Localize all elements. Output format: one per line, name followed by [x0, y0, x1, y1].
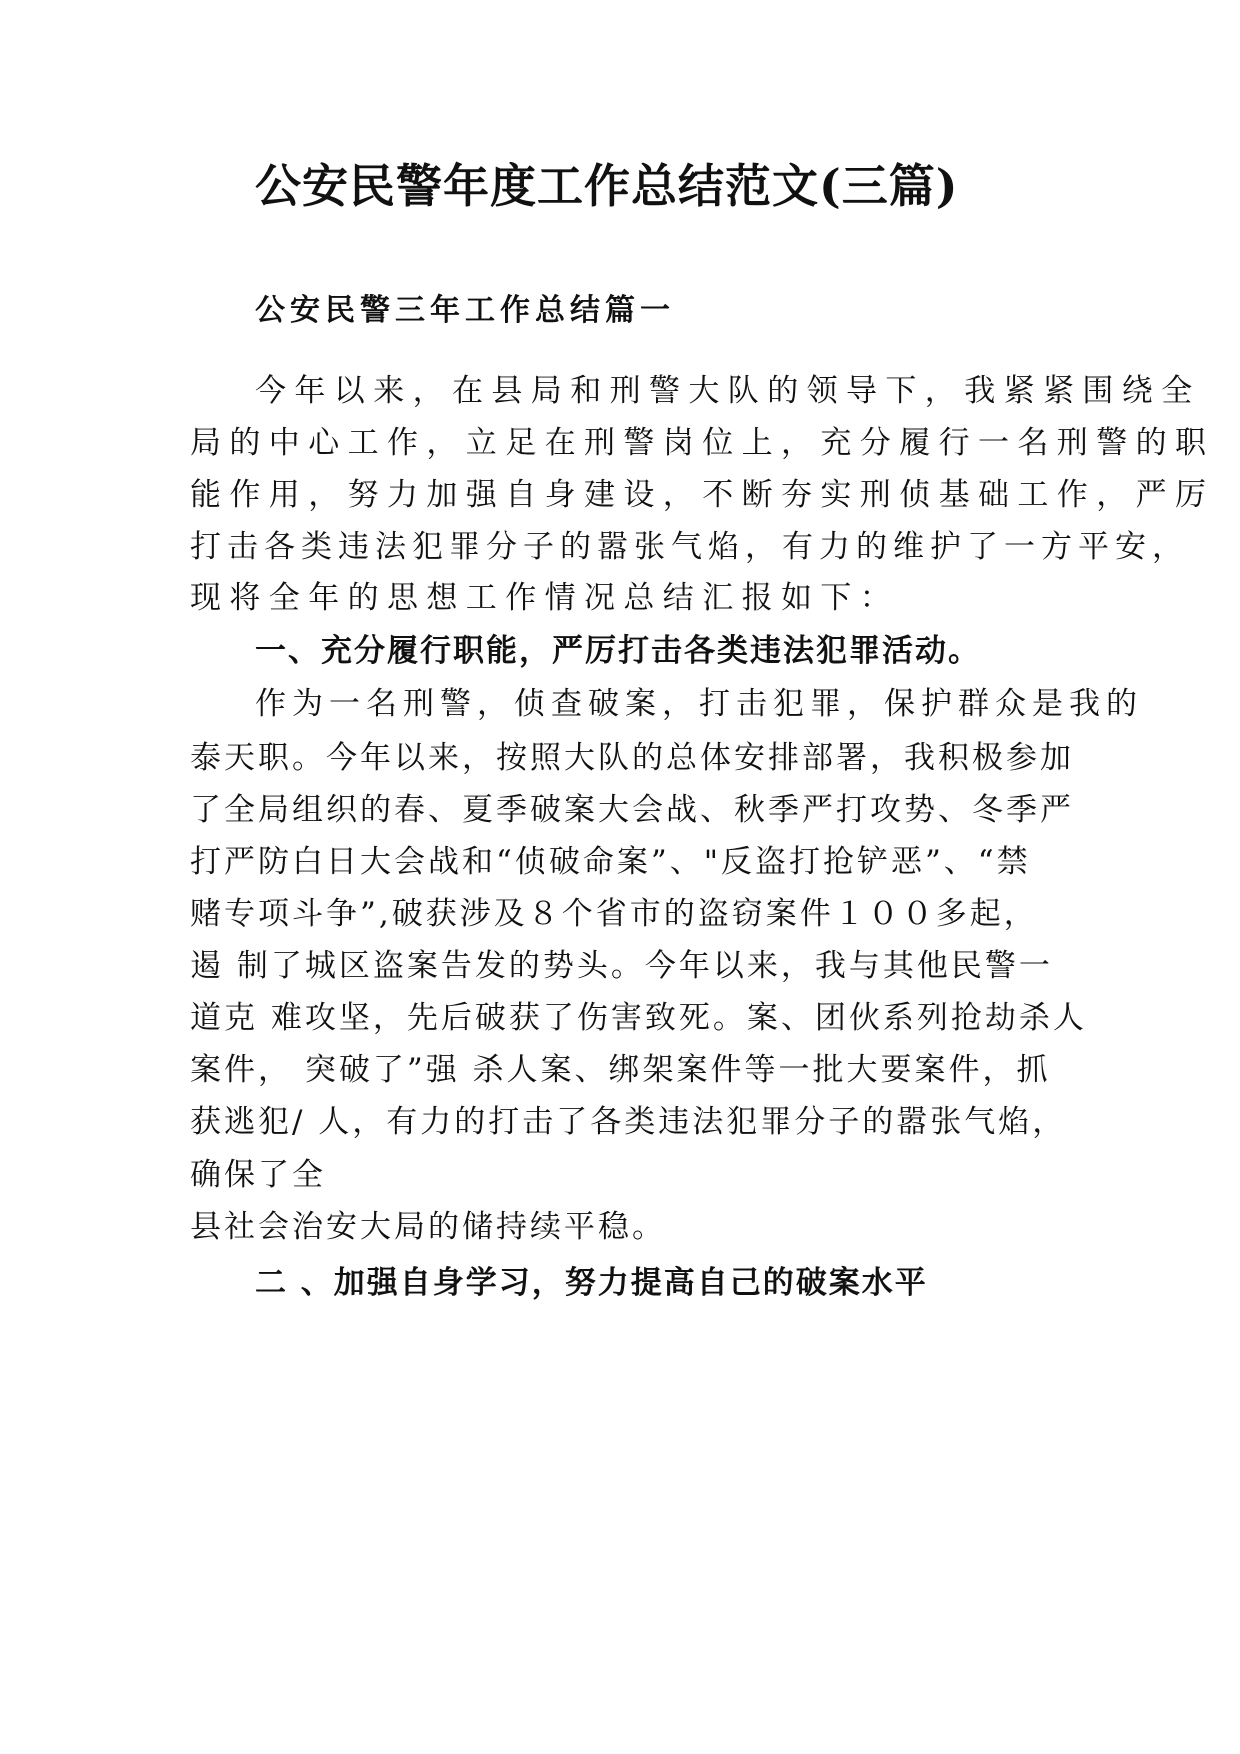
paragraph-line: 赌专项斗争”,破获涉及８个省市的盗窃案件１００多起， — [190, 896, 1038, 932]
paragraph-line: 了全局组织的春、夏季破案大会战、秋季严打攻势、冬季严 — [190, 792, 1074, 828]
section-heading-1: 一、充分履行职能，严厉打击各类违法犯罪活动。 — [255, 633, 981, 669]
paragraph-line: 局的中心工作，立足在刑警岗位上，充分履行一名刑警的职 — [190, 425, 1215, 461]
paragraph-line: 能作用，努力加强自身建设，不断夯实刑侦基础工作，严厉 — [190, 477, 1215, 513]
paragraph-line: 确保了全 — [190, 1157, 326, 1193]
paragraph-line: 案件， 突破了”强 杀人案、绑架案件等一批大要案件，抓 — [190, 1052, 1051, 1088]
section-subtitle: 公安民警三年工作总结篇一 — [255, 293, 675, 328]
paragraph-line: 现将全年的思想工作情况总结汇报如下： — [190, 580, 900, 616]
paragraph-line: 打击各类违法犯罪分子的嚣张气焰，有力的维护了一方平安， — [190, 529, 1189, 565]
paragraph-line: 作为一名刑警，侦查破案，打击犯罪，保护群众是我的 — [255, 686, 1143, 722]
paragraph-line: 遏 制了城区盗案告发的势头。今年以来，我与其他民警一 — [190, 948, 1053, 984]
paragraph-line: 获逃犯/ 人，有力的打击了各类违法犯罪分子的嚣张气焰， — [190, 1104, 1067, 1140]
paragraph-line: 道克 难攻坚，先后破获了伤害致死。案、团伙系列抢劫杀人 — [190, 1000, 1087, 1036]
paragraph-line: 打严防白日大会战和“侦破命案”、"反盗打抢铲恶”、“禁 — [190, 844, 1031, 880]
paragraph-line: 泰天职。今年以来，按照大队的总体安排部署，我积极参加 — [190, 740, 1074, 776]
paragraph-line: 今年以来，在县局和刑警大队的领导下，我紧紧围绕全 — [255, 373, 1201, 409]
paragraph-line: 县社会治安大局的储持续平稳。 — [190, 1209, 666, 1245]
section-heading-2: 二 、加强自身学习，努力提高自己的破案水平 — [255, 1265, 928, 1301]
document-title: 公安民警年度工作总结范文(三篇) — [255, 159, 959, 213]
